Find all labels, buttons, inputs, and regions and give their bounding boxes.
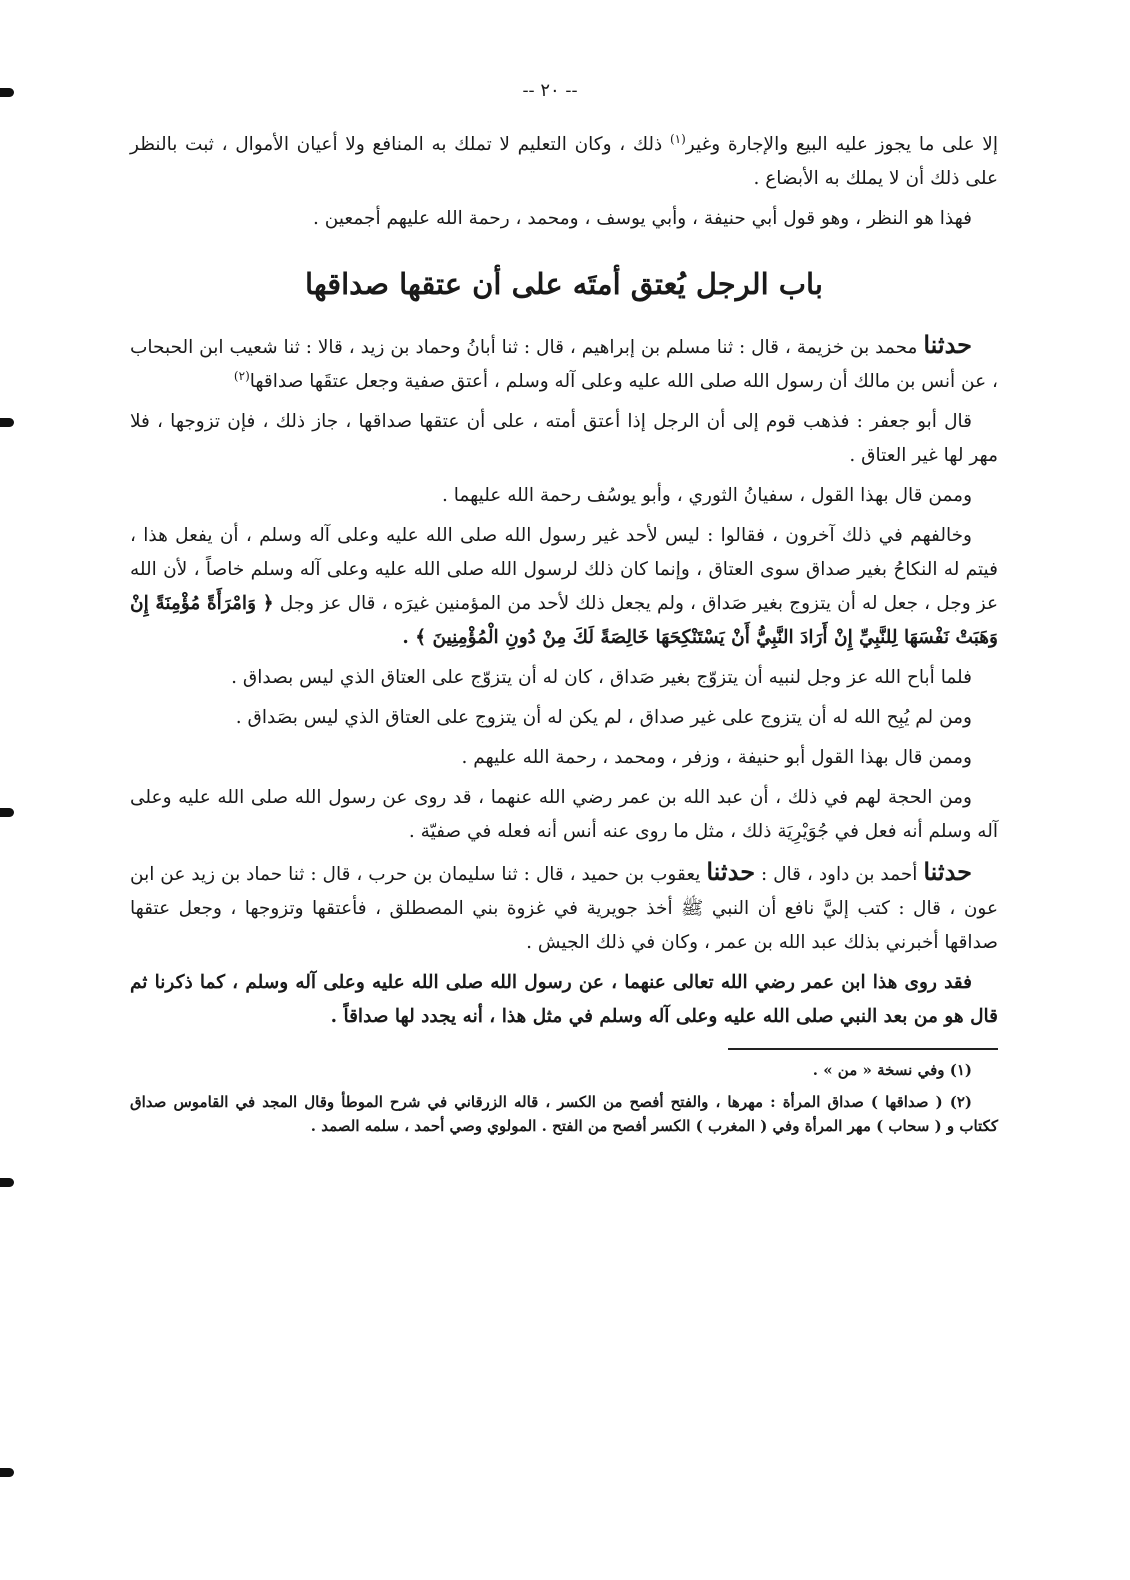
paragraph-text: ذلك ، وكان التعليم لا تملك به المنافع ولا أعيان الأموال ، ثبت بالنظر على ذلك أن لا يملك به الأبضاع . [130, 134, 998, 189]
paragraph [130, 519, 998, 655]
paragraph: فقد روى هذا ابن عمر رضي الله تعالى عنهما ، عن رسول الله صلى الله عليه وعلى آله وسلم ، كما ذكرنا ثم قال هو من بعد النبي صلى الله عليه وعلى آله وسلم في مثل هذا ، أنه يجدد لها صداقاً . [130, 972, 998, 1027]
hadith-mark: حدثنا [923, 857, 973, 886]
footnote: (٢) ( صداقها ) صداق المرأة : مهرها ، والفتح أفصح من الكسر ، قاله الزرقاني في شرح الموطأ وقال المجد في القاموس صداق ككتاب و ( سحاب ) مهر المرأة وفي ( المغرب ) الكسر أفصح من الفتح . المولوي وصي أحمد ، سلمه الصمد . [130, 1093, 998, 1135]
paragraph: وممن قال بهذا القول ، سفيانُ الثوري ، وأبو يوسُف رحمة الله عليهما . [441, 485, 972, 506]
page-content [130, 128, 998, 1146]
hadith-paragraph [130, 855, 998, 960]
paragraph-text: وخالفهم في ذلك آخرون ، فقالوا : ليس لأحد غير رسول الله صلى الله عليه وعلى آله وسلم ، أن يفعل هذا ، فيتم له النكاحُ بغير صداق سوى العتاق ، وإنما كان ذلك لرسول الله صلى الله عليه وعلى آله وسلم خاصاً ، لأن الله عز وجل ، جعل له أن يتزوج بغير صَداق ، ولم يجعل ذلك لأحد من المؤمنين غيرَه ، قال عز وجل [130, 525, 999, 614]
hadith-mark: حدثنا [706, 857, 756, 886]
chapter-title: باب الرجل يُعتق أمتَه على أن عتقها صداقها [305, 267, 823, 301]
footnote-reference: (٢) [233, 368, 250, 383]
paragraph: فلما أباح الله عز وجل لنبيه أن يتزوّج بغير صَداق ، كان له أن يتزوّج على العتاق الذي ليس بصداق . [231, 667, 972, 688]
paragraph [130, 128, 998, 196]
paragraph: وممن قال بهذا القول أبو حنيفة ، وزفر ، ومحمد ، رحمة الله عليهم . [461, 747, 972, 768]
scan-edge-mark [0, 1178, 14, 1187]
hadith-text: محمد بن خزيمة ، قال : ثنا مسلم بن إبراهيم ، قال : ثنا أبانُ وحماد بن زيد ، قالا : ثنا شعيب ابن الحبحاب ، عن أنس بن مالك أن رسول الله صلى الله عليه وعلى آله وسلم ، أعتق صفية وجعل عتقَها صداقها [130, 337, 998, 392]
hadith-text: يعقوب بن حميد ، قال : ثنا سليمان بن حرب ، قال : ثنا حماد بن زيد عن ابن عون ، قال : كتب إليَّ نافع أن النبي ﷺ أخذ جويرية في غزوة بني المصطلق ، فأعتقها وتزوجها ، وجعل عتقها صداقها أخبرني بذلك عبد الله بن عمر ، وكان في ذلك الجيش . [130, 864, 998, 953]
footnote-reference: (١) [669, 131, 686, 146]
quran-verse: ﴿ وَامْرَأَةً مُؤْمِنَةً إِنْ وَهَبَتْ نَفْسَهَا لِلنَّبِيِّ إِنْ أَرَادَ النَّبِيُّ أَنْ يَسْتَنْكِحَهَا خَالِصَةً لَكَ مِنْ دُونِ الْمُؤْمِنِينَ ﴾ . [130, 593, 998, 648]
footnote-divider [728, 1048, 998, 1050]
hadith-mark: حدثنا [923, 330, 972, 359]
page-number: -- ٢٠ -- [522, 80, 578, 101]
paragraph-text: إلا على ما يجوز عليه البيع والإجارة وغير [685, 134, 998, 155]
paragraph: فهذا هو النظر ، وهو قول أبي حنيفة ، وأبي يوسف ، ومحمد ، رحمة الله عليهم أجمعين . [312, 208, 972, 229]
hadith-paragraph [130, 328, 998, 399]
footnotes [130, 1058, 998, 1138]
hadith-text: أحمد بن داود ، قال : [760, 864, 918, 885]
scan-edge-mark [0, 418, 14, 427]
paragraph: قال أبو جعفر : فذهب قوم إلى أن الرجل إذا أعتق أمته ، على أن عتقها صداقها ، جاز ذلك ، فإن تزوجها ، فلا مهر لها غير العتاق . [130, 411, 998, 466]
footnote: (١) وفي نسخة « من » . [812, 1061, 972, 1079]
paragraph: ومن الحجة لهم في ذلك ، أن عبد الله بن عمر رضي الله عنهما ، قد روى عن رسول الله صلى الله عليه وعلى آله وسلم أنه فعل في جُوَيْرِيَة ذلك ، مثل ما روى عنه أنس أنه فعله في صفيّة . [130, 787, 998, 842]
paragraph: ومن لم يُبِح الله له أن يتزوج على غير صداق ، لم يكن له أن يتزوج على العتاق الذي ليس بصَداق . [235, 707, 972, 728]
scan-edge-mark [0, 808, 14, 817]
scan-edge-mark [0, 1468, 14, 1477]
